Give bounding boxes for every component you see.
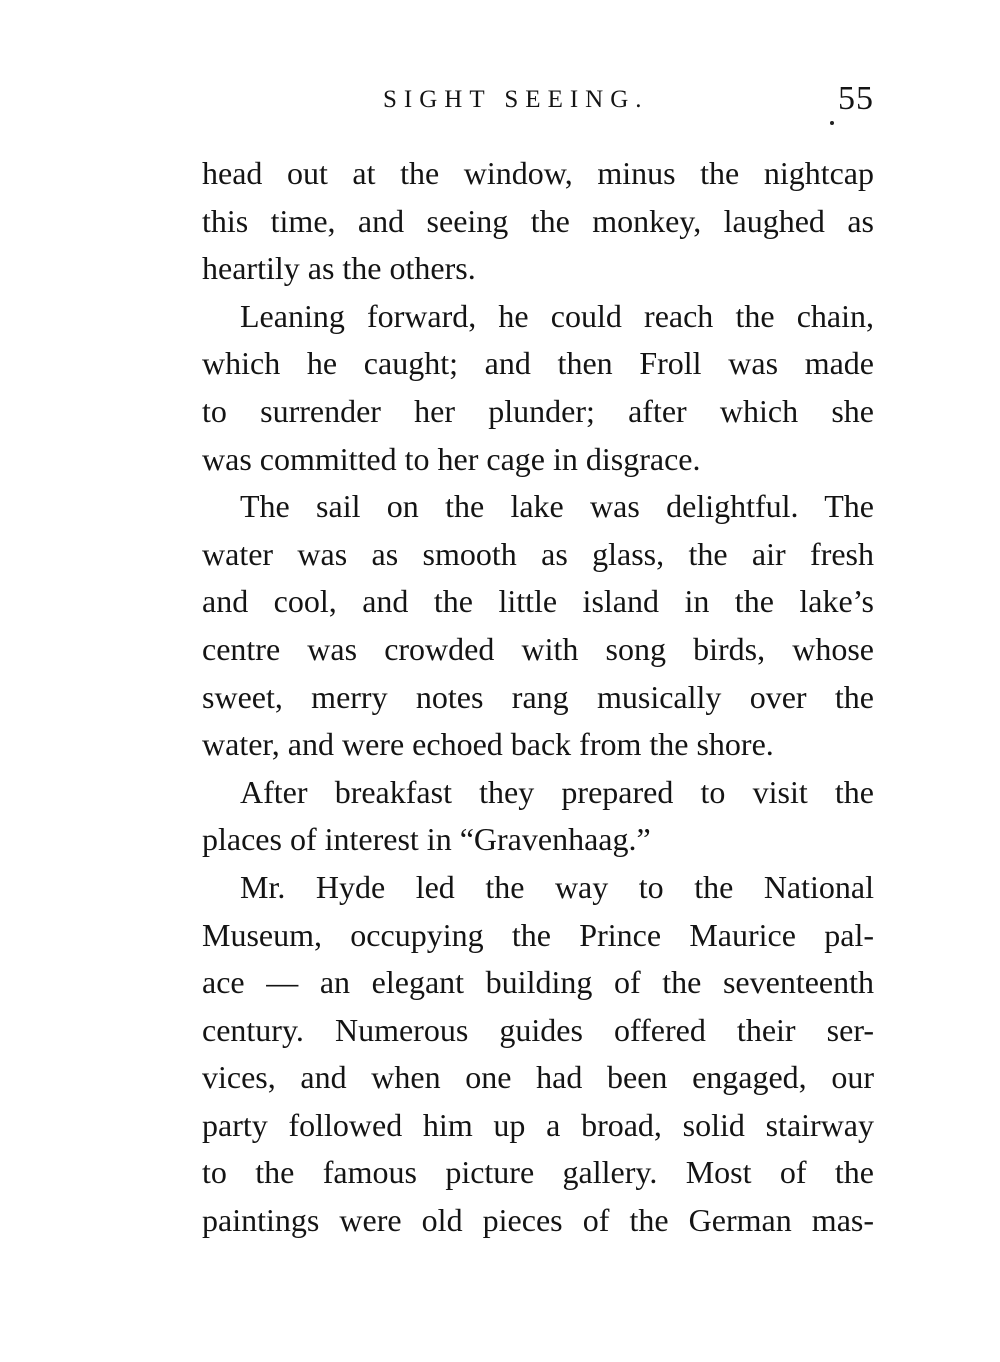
running-head: [200, 80, 880, 120]
text-line: party followed him up a broad, solid stairway: [202, 1106, 874, 1143]
body-text: [202, 150, 874, 1245]
text-line: Leaning forward, he could reach the chain,: [240, 297, 874, 334]
text-line: Museum, occupying the Prince Maurice pal-: [202, 916, 874, 953]
text-line: centre was crowded with song birds, whose: [202, 630, 874, 667]
text-line: heartily as the others.: [202, 250, 476, 287]
text-line: century. Numerous guides offered their ser-: [202, 1011, 874, 1048]
text-line: to the famous picture gallery. Most of the: [202, 1154, 874, 1191]
text-line: water, and were echoed back from the shore.: [202, 726, 774, 763]
text-line: places of interest in “Gravenhaag.”: [202, 821, 651, 858]
text-line: sweet, merry notes rang musically over the: [202, 678, 874, 715]
text-line: which he caught; and then Froll was made: [202, 345, 874, 382]
text-line: The sail on the lake was delightful. The: [240, 488, 874, 525]
text-line: head out at the window, minus the nightcap: [202, 155, 874, 191]
page-number: 55: [838, 80, 874, 117]
text-line: to surrender her plunder; after which she: [202, 392, 874, 429]
text-line: this time, and seeing the monkey, laughed as: [202, 202, 874, 239]
text-line: paintings were old pieces of the German mas-: [202, 1202, 874, 1239]
text-line: Mr. Hyde led the way to the National: [240, 868, 874, 905]
text-line: and cool, and the little island in the lake’s: [202, 583, 874, 620]
text-line: vices, and when one had been engaged, our: [202, 1059, 874, 1096]
text-line: water was as smooth as glass, the air fresh: [202, 535, 874, 572]
text-line: After breakfast they prepared to visit the: [240, 773, 874, 810]
text-line: was committed to her cage in disgrace.: [202, 440, 701, 477]
text-line: ace — an elegant building of the seventeenth: [202, 964, 874, 1001]
printer-mark: [830, 121, 834, 125]
running-title: SIGHT SEEING.: [383, 86, 649, 113]
